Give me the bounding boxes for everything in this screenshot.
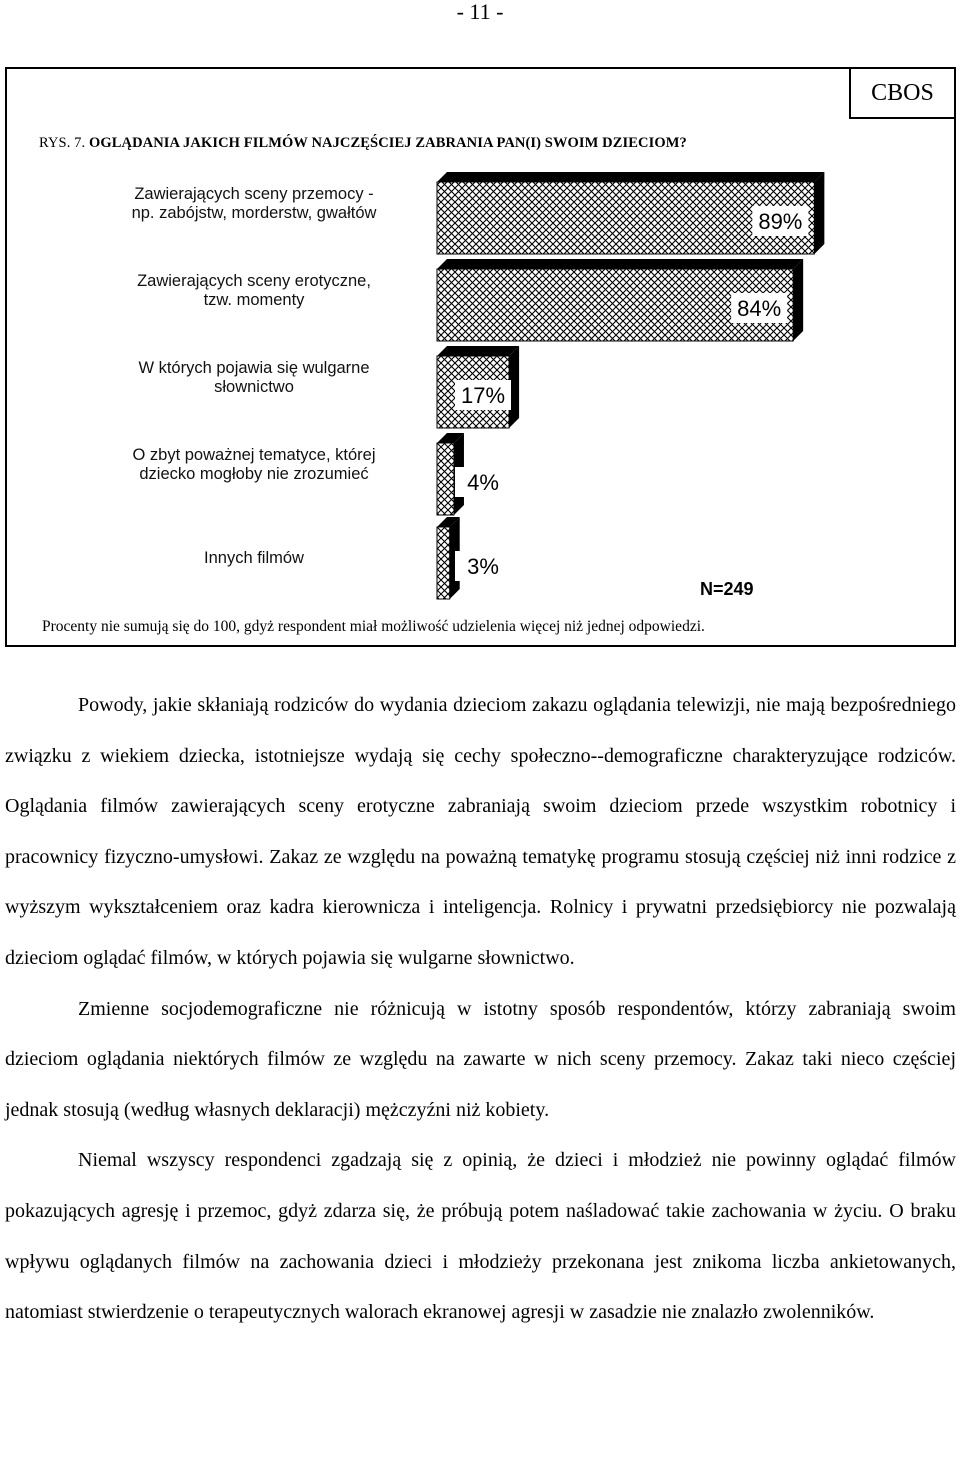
value-label: 89% <box>758 209 803 234</box>
source-label: CBOS <box>849 67 956 119</box>
paragraph-3: Niemal wszyscy respondenci zgadzają się z opinią, że dzieci i młodzież nie powinny oglądać filmów pokazujących agresję i przemoc, gdyż zdarza się, że próbują potem naśladować takie zachowania w życiu. O braku wpływu oglądanych filmów na zachowania dzieci i młodzieży przekonana jest znikoma liczba ankietowanych, natomiast stwierdzenie o terapeutycznych walorach ekranowej agresji w zasadzie nie znalazło zwolenników. <box>5 1149 956 1324</box>
bar-face <box>437 527 450 599</box>
bar-5 <box>437 517 511 599</box>
category-label <box>94 549 414 568</box>
figure-frame <box>5 67 956 647</box>
value-label: 3% <box>467 554 499 579</box>
chart-note: Procenty nie sumują się do 100, gdyż respondent miał możliwość udzielenia więcej niż jednej odpowiedzi. <box>42 618 705 635</box>
bar-side <box>814 172 824 254</box>
category-label-line: np. zabójstw, morderstw, gwałtów <box>131 204 377 222</box>
bar-2 <box>437 259 803 341</box>
page-number: - 11 - <box>456 0 504 24</box>
paragraph-2: Zmienne socjodemograficzne nie różnicują w istotny sposób respondentów, którzy zabraniają swoim dzieciom oglądania niektórych filmów ze względu na zawarte w nich sceny przemocy. Zakaz taki nieco częściej jednak stosują (według własnych deklaracji) mężczyźni niż kobiety. <box>5 997 956 1121</box>
category-label <box>94 185 414 223</box>
category-label-line: Innych filmów <box>204 549 304 567</box>
category-label <box>94 359 414 397</box>
category-label-line: słownictwo <box>214 378 294 396</box>
category-label-line: W których pojawia się wulgarne <box>138 359 370 377</box>
figure-number: RYS. 7. <box>39 135 86 151</box>
category-label-line: Zawierających sceny przemocy - <box>134 185 374 203</box>
bar-side <box>793 259 803 341</box>
category-label <box>94 446 414 484</box>
bar-4 <box>437 433 511 515</box>
sample-size-label: N=249 <box>700 579 754 599</box>
bar-3 <box>437 346 519 428</box>
category-label-line: O zbyt poważnej tematyce, której <box>132 446 376 464</box>
bar-top <box>437 172 824 182</box>
bar-face <box>437 443 454 515</box>
bar-top <box>437 259 803 269</box>
paragraph-1: Powody, jakie skłaniają rodziców do wydania dzieciom zakazu oglądania telewizji, nie mają bezpośredniego związku z wiekiem dziecka, istotniejsze wydają się cechy społeczno--demograficzne charakteryzujące rodziców. Oglądania filmów zawierających sceny erotyczne zabraniają swoim dzieciom przede wszystkim robotnicy i pracownicy fizyczno-umysłowi. Zakaz ze względu na poważną tematykę programu stosują częściej niż inni rodzice z wyższym wykształceniem oraz kadra kierownicza i inteligencja. Rolnicy i prywatni przedsiębiorcy nie pozwalają dzieciom oglądać filmów, w których pojawia się wulgarne słownictwo. <box>5 694 956 969</box>
category-label-line: tzw. momenty <box>203 291 305 309</box>
body-text <box>5 680 956 1338</box>
category-label-line: dziecko mogłoby nie zrozumieć <box>139 465 369 483</box>
category-label-line: Zawierających sceny erotyczne, <box>137 272 371 290</box>
value-label: 4% <box>467 470 499 495</box>
bar-top <box>437 346 519 356</box>
figure-question: OGLĄDANIA JAKICH FILMÓW NAJCZĘŚCIEJ ZABRANIA PAN(I) SWOIM DZIECIOM? <box>88 135 687 151</box>
value-label: 84% <box>737 296 782 321</box>
category-label <box>94 272 414 310</box>
value-label: 17% <box>460 383 506 408</box>
bar-1 <box>437 172 824 254</box>
